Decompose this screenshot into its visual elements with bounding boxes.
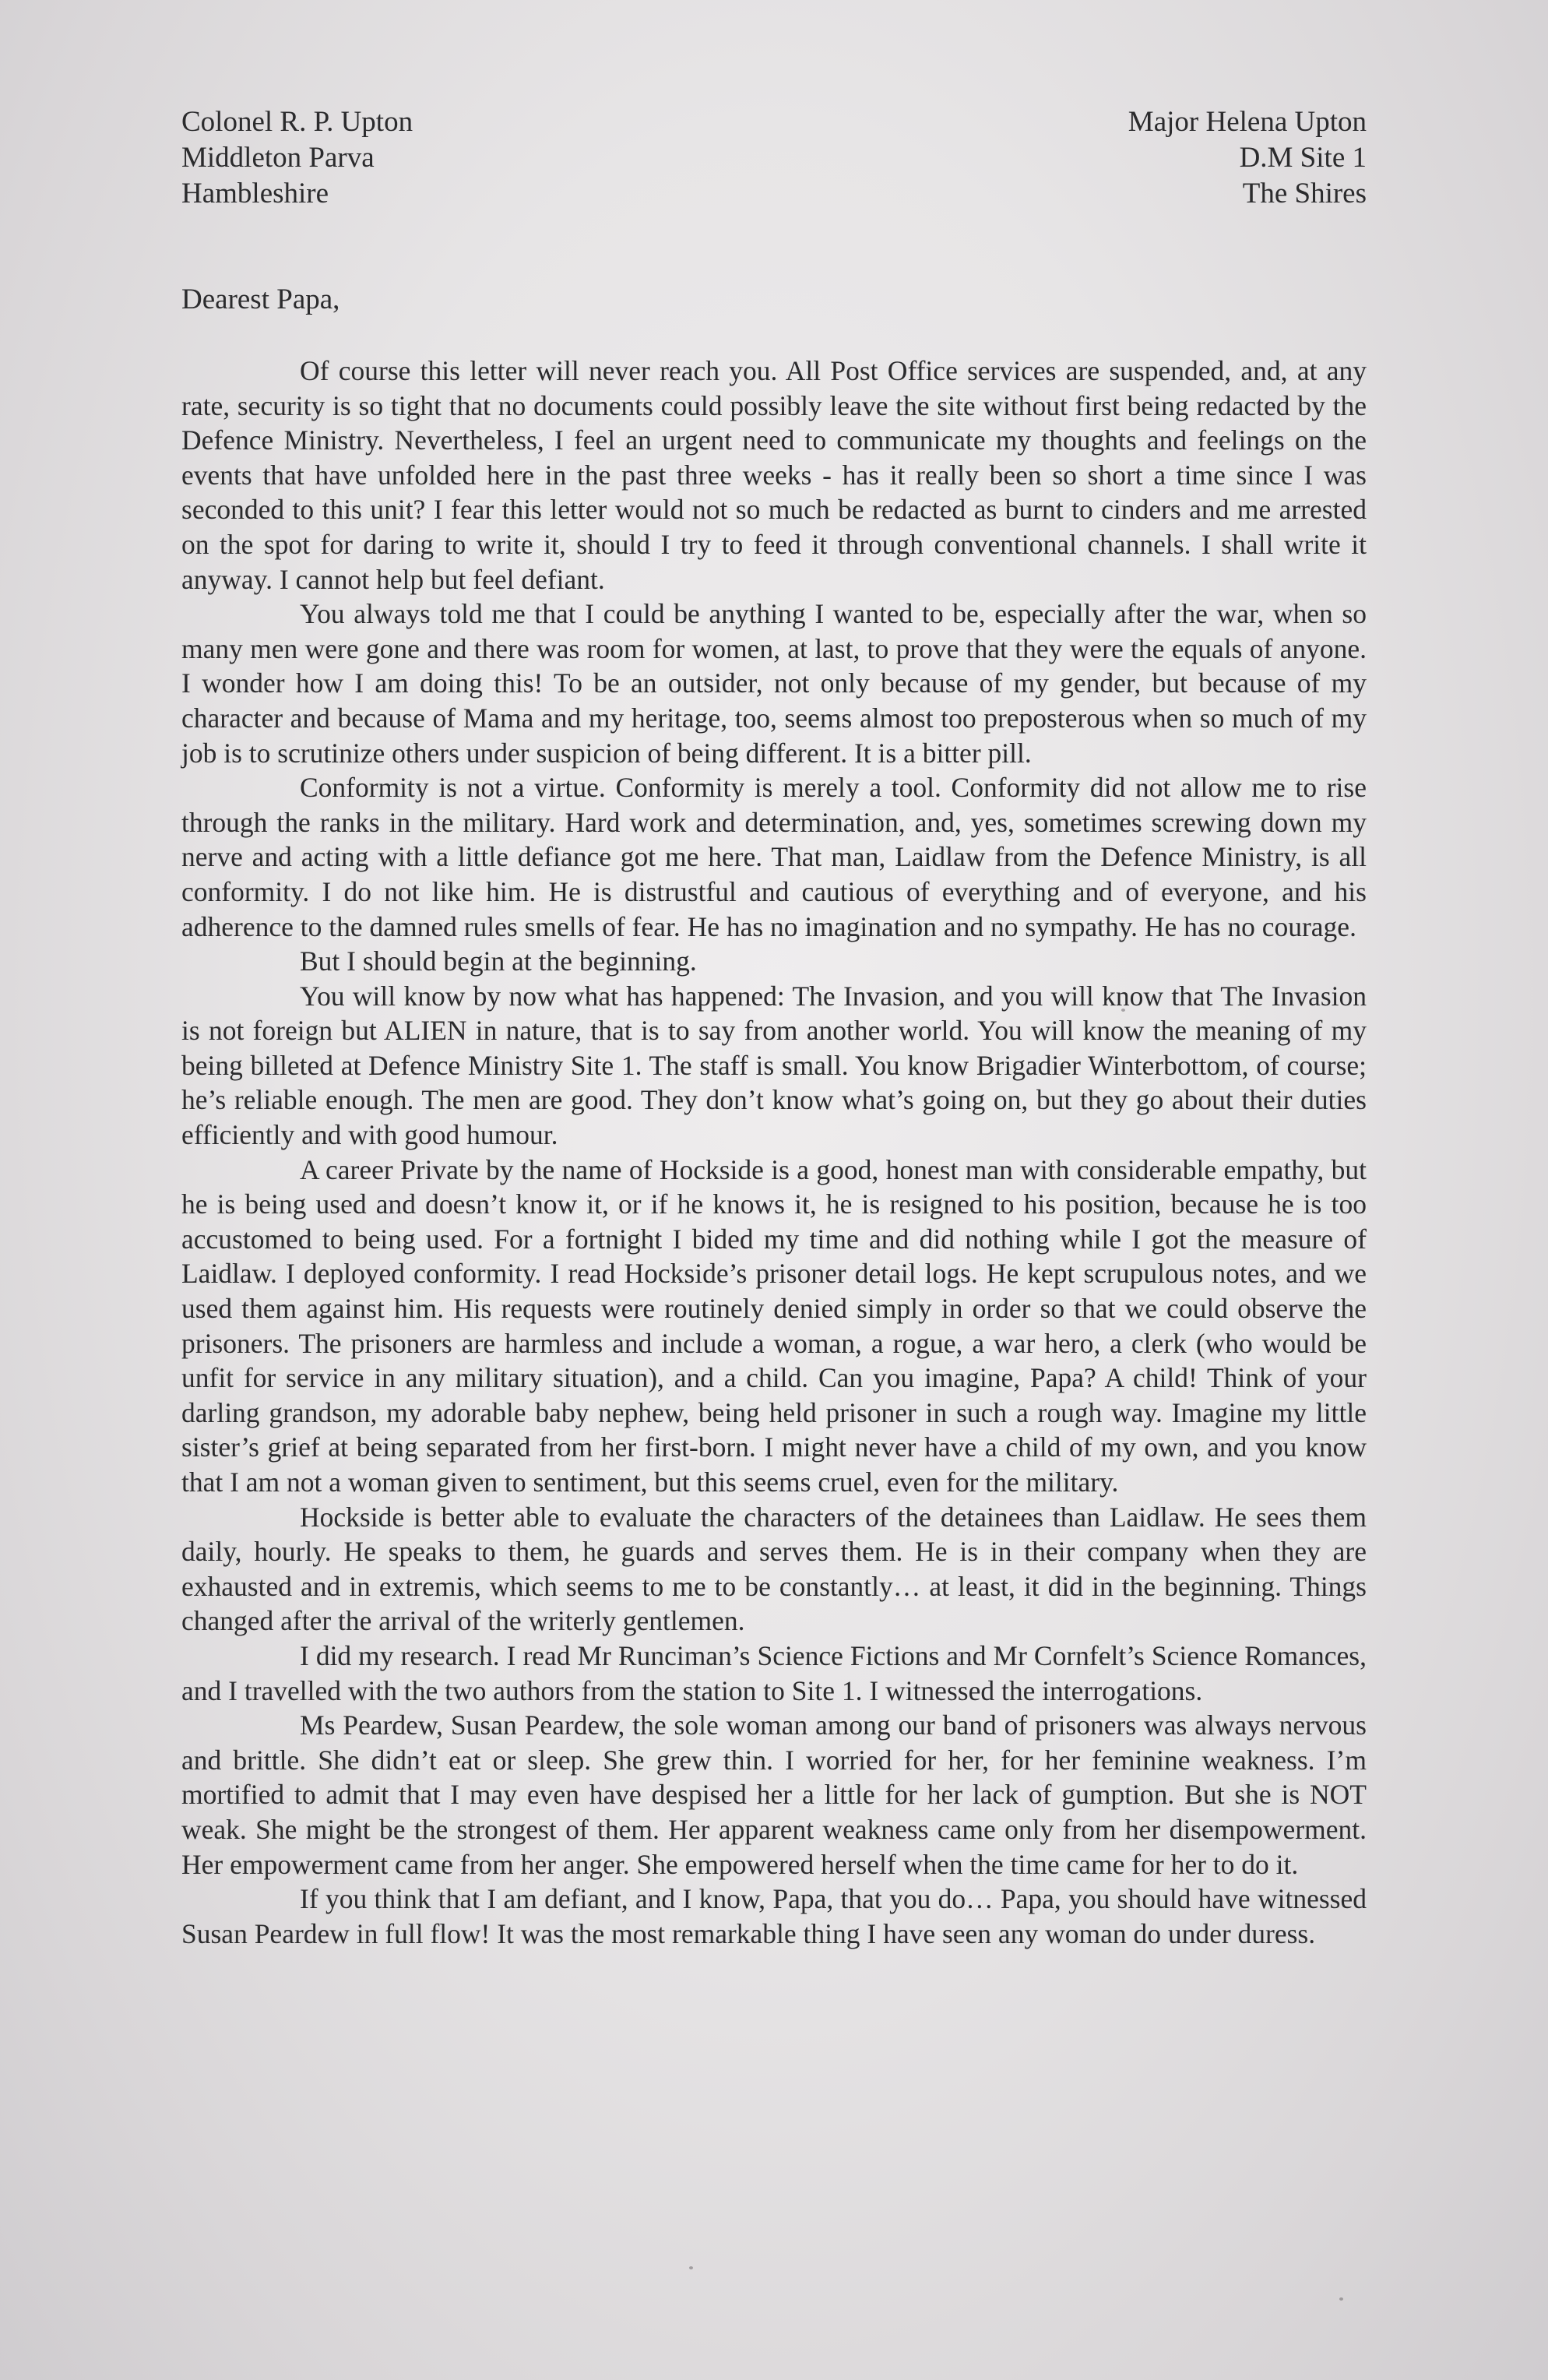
recipient-region: The Shires <box>1242 178 1367 209</box>
paragraph: You will know by now what has happened: The Invasion, and you will know that The Invasion is not foreign but ALIEN in nature, that is to say from another world. You will know the meaning of my being billeted at Defence Ministry Site 1. The staff is small. You know Brigadier Winterbottom, of course; he’s reliable enough. The men are good. They don’t know what’s going on, but they go about their duties efficiently and with good humour. <box>181 980 1367 1151</box>
sender-village: Middleton Parva <box>181 142 375 174</box>
sender-county: Hambleshire <box>181 178 329 209</box>
paragraph: You always told me that I could be anything I wanted to be, especially after the war, when so many men were gone and there was room for women, at last, to prove that they were the equals of anyone. I wonder how I am doing this! To be an outsider, not only because of my gender, but because of my character and because of Mama and my heritage, too, seems almost too preposterous when so much of my job is to scrutinize others under suspicion of being different. It is a bitter pill. <box>181 598 1367 769</box>
sender-name: Colonel R. P. Upton <box>181 106 413 138</box>
sender-address <box>181 104 413 212</box>
paragraph: If you think that I am defiant, and I know, Papa, that you do… Papa, you should have witnessed Susan Peardew in full flow! It was the most remarkable thing I have seen any woman do under duress. <box>181 1883 1367 1949</box>
paragraph: A career Private by the name of Hockside is a good, honest man with considerable empathy, but he is being used and doesn’t know it, or if he knows it, he is resigned to his position, because he is too accustomed to being used. For a fortnight I bided my time and did nothing while I got the measure of Laidlaw. I deployed conformity. I read Hockside’s prisoner detail logs. He kept scrupulous notes, and we used them against him. His requests were routinely denied simply in order so that we could observe the prisoners. The prisoners are harmless and include a woman, a rogue, a war hero, a clerk (who would be unfit for service in any military situation), and a child. Can you imagine, Papa? A child! Think of your darling grandson, my adorable baby nephew, being held prisoner in such a rough way. Imagine my little sister’s grief at being separated from her first-born. I might never have a child of my own, and you know that I am not a woman given to sentiment, but this seems cruel, even for the military. <box>181 1153 1367 1498</box>
recipient-site: D.M Site 1 <box>1239 142 1367 174</box>
paragraph: I did my research. I read Mr Runciman’s Science Fictions and Mr Cornfelt’s Science Romances, and I travelled with the two authors from the station to Site 1. I witnessed the interrogations. <box>181 1639 1367 1706</box>
paragraph: Ms Peardew, Susan Peardew, the sole woman among our band of prisoners was always nervous and brittle. She didn’t eat or sleep. She grew thin. I worried for her, for her feminine weakness. I’m mortified to admit that I may even have despised her a little for her lack of gumption. But she is NOT weak. She might be the strongest of them. Her apparent weakness came only from her disempowerment. Her empowerment came from her anger. She empowered herself when the time came for her to do it. <box>181 1709 1367 1880</box>
paragraph: Conformity is not a virtue. Conformity is merely a tool. Conformity did not allow me to rise through the ranks in the military. Hard work and determination, and, yes, sometimes screwing down my nerve and acting with a little defiance got me here. That man, Laidlaw from the Defence Ministry, is all conformity. I do not like him. He is distrustful and cautious of everything and of everyone, and his adherence to the damned rules smells of fear. He has no imagination and no sympathy. He has no courage. <box>181 772 1367 942</box>
paragraph: Hockside is better able to evaluate the characters of the detainees than Laidlaw. He sees them daily, hourly. He speaks to them, he guards and serves them. He is in their company when they are exhausted and in extremis, which seems to me to be constantly… at least, it did in the beginning. Things changed after the arrival of the writerly gentlemen. <box>181 1501 1367 1637</box>
recipient-address <box>1128 104 1367 212</box>
recipient-name: Major Helena Upton <box>1128 106 1367 138</box>
salutation: Dearest Papa, <box>181 283 340 315</box>
letter-body <box>181 354 1367 1951</box>
paper-speck <box>1339 2297 1343 2301</box>
paragraph: Of course this letter will never reach you. All Post Office services are suspended, and, at any rate, security is so tight that no documents could possibly leave the site without first being redacted by the Defence Ministry. Nevertheless, I feel an urgent need to communicate my thoughts and feelings on the events that have unfolded here in the past three weeks - has it really been so short a time since I was seconded to this unit? I fear this letter would not so much be redacted as burnt to cinders and me arrested on the spot for daring to write it, should I try to feed it through conventional channels. I shall write it anyway. I cannot help but feel defiant. <box>181 355 1367 595</box>
paper-speck <box>689 2266 693 2269</box>
paragraph: But I should begin at the beginning. <box>300 945 697 977</box>
